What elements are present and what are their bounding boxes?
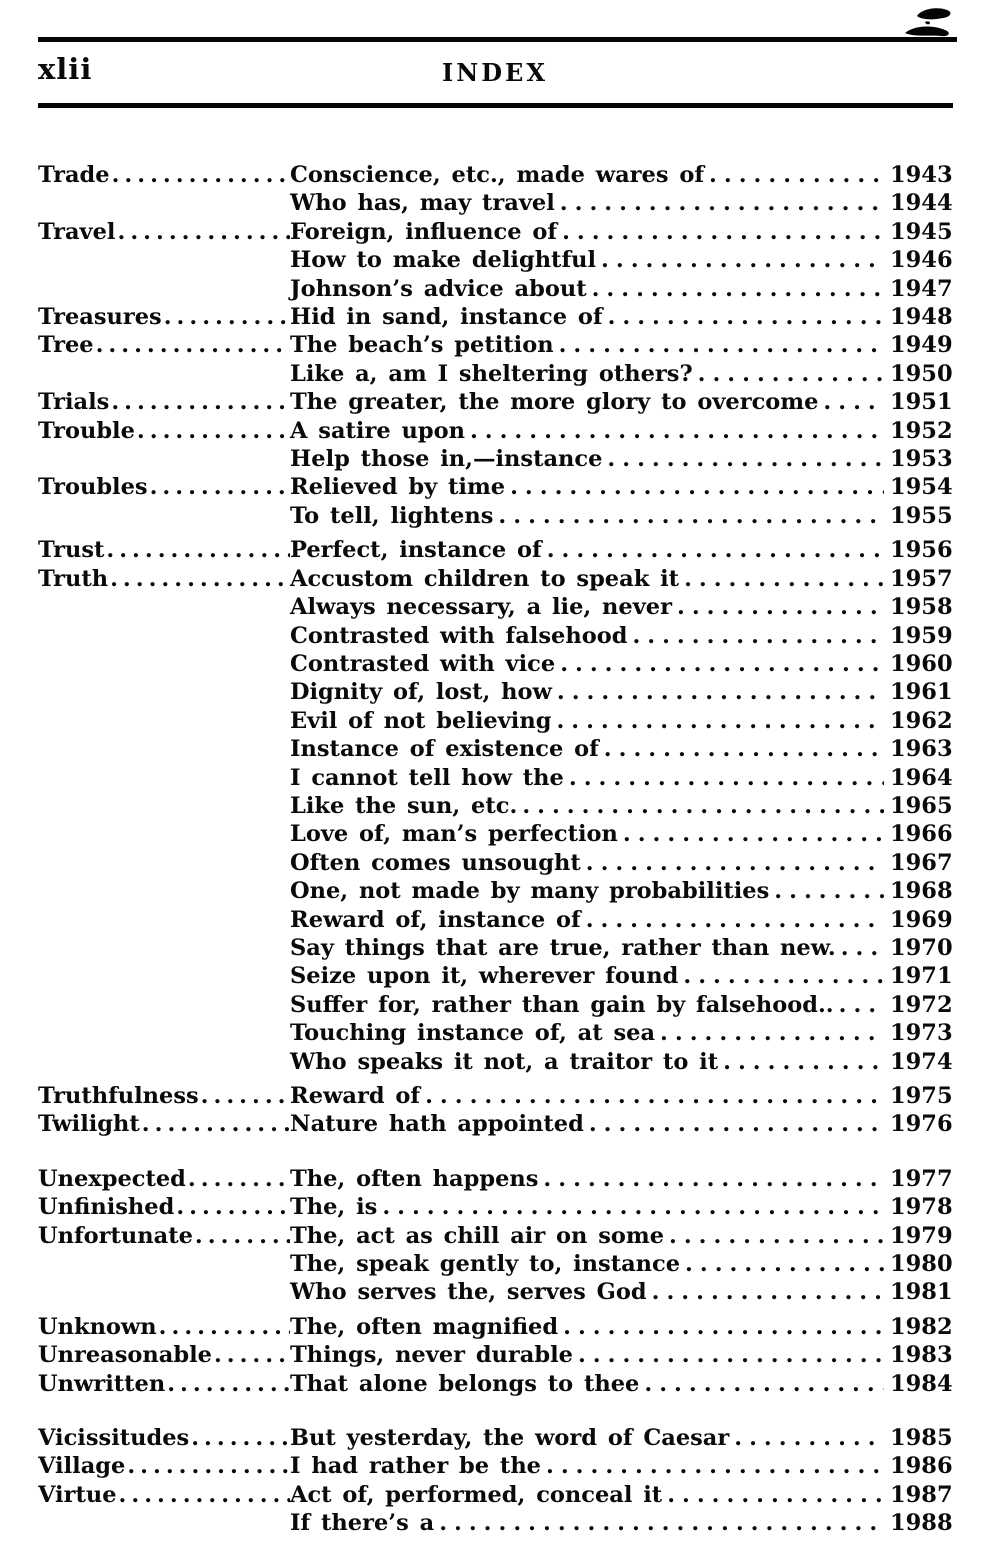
entry-page-number: 1977: [890, 1165, 953, 1192]
dot-leader: [162, 303, 290, 331]
entry-page-number: 1973: [890, 1020, 953, 1047]
entry-term-cell: [38, 502, 290, 530]
entry-description: Contrasted with vice: [290, 650, 556, 677]
entry-term-cell: [38, 331, 290, 359]
entry-term-cell: [38, 991, 290, 1019]
dot-leader: [493, 502, 884, 530]
dot-leader: [104, 536, 290, 564]
entry-description: Accustom children to speak it: [290, 565, 680, 592]
entry-description: Always necessary, a lie, never: [290, 594, 672, 621]
entry-term-cell: [38, 962, 290, 990]
dot-leader: [186, 1165, 290, 1193]
dot-leader: [558, 1313, 884, 1341]
header-rule-bottom: [38, 103, 953, 108]
entry-description: Help those in,—instance: [290, 446, 603, 473]
entry-page-number: 1963: [890, 736, 953, 763]
entry-term-cell: [38, 189, 290, 217]
entry-term-cell: [38, 1019, 290, 1047]
entry-description: Reward of, instance of: [290, 906, 581, 933]
entry-page-number: 1949: [890, 332, 953, 359]
entry-page-number: 1976: [890, 1111, 953, 1138]
entry-term: Village: [38, 1453, 126, 1480]
entry-description: The greater, the more glory to overcome: [290, 389, 819, 416]
entry-description: The beach’s petition: [290, 332, 554, 359]
entry-description: That alone belongs to thee: [290, 1370, 640, 1397]
index-entry-row: [38, 1278, 953, 1306]
entry-term-cell: [38, 536, 290, 564]
dot-leader: [554, 331, 884, 359]
index-entry-row: [38, 849, 953, 877]
index-entry-row: [38, 1313, 953, 1341]
entry-description: Who speaks it not, a traitor to it: [290, 1048, 719, 1075]
entry-description: Say things that are true, rather than new.: [290, 934, 836, 961]
dot-leader: [564, 764, 884, 792]
entry-term: Vicissitudes: [38, 1425, 190, 1452]
entry-term: Virtue: [38, 1481, 117, 1508]
dot-leader: [679, 565, 884, 593]
index-entry-row: [38, 678, 953, 706]
dot-leader: [465, 417, 884, 445]
entry-term-cell: [38, 650, 290, 678]
entry-page-number: 1946: [890, 247, 953, 274]
dot-leader: [165, 1370, 290, 1398]
dot-leader: [818, 388, 884, 416]
dot-leader: [140, 1110, 290, 1138]
entry-description: To tell, lightens: [290, 502, 494, 529]
entry-term-cell: [38, 707, 290, 735]
entry-description: Johnson’s advice about: [290, 275, 587, 302]
entry-term-cell: [38, 1341, 290, 1369]
dot-leader: [541, 1452, 884, 1480]
entry-description: Who serves the, serves God: [290, 1279, 647, 1306]
index-entry-row: [38, 536, 953, 564]
dot-leader: [117, 1481, 290, 1509]
entry-term: Troubles: [38, 474, 148, 501]
entry-term-cell: [38, 565, 290, 593]
dot-leader: [377, 1193, 884, 1221]
entry-description: How to make delightful: [290, 247, 597, 274]
entry-term: Unfortunate: [38, 1222, 193, 1249]
dot-leader: [627, 622, 884, 650]
entry-page-number: 1947: [890, 275, 953, 302]
entry-page-number: 1956: [890, 537, 953, 564]
entry-page-number: 1975: [890, 1083, 953, 1109]
entry-description: Evil of not believing: [290, 707, 552, 734]
index-entry-row: [38, 1048, 953, 1076]
entry-description: Like the sun, etc.: [290, 792, 518, 819]
entry-page-number: 1969: [890, 906, 953, 933]
entry-term-cell: [38, 1424, 290, 1452]
index-entry-row: [38, 707, 953, 735]
dot-leader: [434, 1509, 884, 1537]
entry-description: Reward of: [290, 1083, 421, 1109]
header-rule-top: [38, 37, 957, 42]
entry-term-cell: [38, 218, 290, 246]
entry-term-cell: [38, 934, 290, 962]
entry-description: Contrasted with falsehood: [290, 622, 628, 649]
dot-leader: [135, 417, 290, 445]
dot-leader: [664, 1222, 884, 1250]
dot-leader: [115, 218, 290, 246]
dot-leader: [542, 536, 884, 564]
entry-term-cell: [38, 1278, 290, 1306]
entry-page-number: 1983: [890, 1342, 953, 1369]
entry-description: Dignity of, lost, how: [290, 679, 552, 706]
entry-page-number: 1967: [890, 849, 953, 876]
entry-term-cell: [38, 877, 290, 905]
index-entry-row: [38, 445, 953, 473]
entry-description: Who has, may travel: [290, 190, 555, 217]
dot-leader: [693, 360, 884, 388]
entry-term: Truth: [38, 565, 109, 592]
entry-term-cell: [38, 1082, 290, 1110]
index-entry-row: [38, 991, 953, 1019]
entry-page-number: 1957: [890, 565, 953, 592]
dot-leader: [555, 650, 884, 678]
dot-leader: [94, 331, 290, 359]
entry-term: Unknown: [38, 1313, 157, 1340]
index-entry-row: [38, 593, 953, 621]
index-entry-row: [38, 1193, 953, 1221]
dot-leader: [769, 877, 884, 905]
index-entry-row: [38, 650, 953, 678]
entry-term-cell: [38, 1222, 290, 1250]
entry-term: Unexpected: [38, 1165, 186, 1192]
entry-page-number: 1982: [890, 1313, 953, 1340]
entry-page-number: 1943: [890, 162, 953, 188]
index-entry-row: [38, 934, 953, 962]
entry-page-number: 1987: [890, 1481, 953, 1508]
index-entry-row: [38, 906, 953, 934]
entry-term-cell: [38, 1509, 290, 1537]
entry-description: Nature hath appointed: [290, 1111, 584, 1138]
entry-description: Touching instance of, at sea: [290, 1020, 656, 1047]
index-entry-row: [38, 1165, 953, 1193]
entry-term-cell: [38, 417, 290, 445]
dot-leader: [678, 962, 884, 990]
entry-description: The, is: [290, 1194, 378, 1221]
entry-page-number: 1988: [890, 1510, 953, 1537]
entry-description: Conscience, etc., made wares of: [290, 162, 705, 188]
entry-term: Trade: [38, 162, 110, 188]
dot-leader: [110, 161, 290, 189]
entry-description: Often comes unsought: [290, 849, 581, 876]
entry-page-number: 1960: [890, 650, 953, 677]
index-entry-row: [38, 820, 953, 848]
index-entry-row: [38, 189, 953, 217]
entry-description: Hid in sand, instance of: [290, 304, 603, 331]
entry-description: Instance of existence of: [290, 736, 599, 763]
entry-description: Like a, am I sheltering others?: [290, 360, 693, 387]
entry-page-number: 1954: [890, 474, 953, 501]
entry-page-number: 1970: [890, 934, 953, 961]
dot-leader: [836, 934, 884, 962]
entry-term-cell: [38, 678, 290, 706]
entry-term-cell: [38, 303, 290, 331]
entry-description: I cannot tell how the: [290, 764, 564, 791]
index-entry-row: [38, 565, 953, 593]
index-entry-row: [38, 1509, 953, 1537]
index-entry-row: [38, 246, 953, 274]
dot-leader: [639, 1370, 884, 1398]
page-folio: xlii: [38, 52, 93, 86]
entry-term-cell: [38, 622, 290, 650]
entry-page-number: 1978: [890, 1194, 953, 1221]
index-entry-row: [38, 792, 953, 820]
entry-page-number: 1980: [890, 1251, 953, 1278]
index-entry-row: [38, 388, 953, 416]
entry-description: Love of, man’s perfection: [290, 821, 618, 848]
entry-term-cell: [38, 764, 290, 792]
index-entry-row: [38, 303, 953, 331]
index-entry-row: [38, 1250, 953, 1278]
entry-page-number: 1948: [890, 304, 953, 331]
dot-leader: [538, 1165, 884, 1193]
dot-leader: [618, 820, 884, 848]
page-title: INDEX: [442, 58, 548, 87]
dot-leader: [584, 1110, 884, 1138]
dot-leader: [157, 1313, 290, 1341]
entry-term: Tree: [38, 332, 94, 359]
entry-page-number: 1951: [890, 389, 953, 416]
entry-term: Truthfulness: [38, 1083, 199, 1109]
index-entry-row: [38, 417, 953, 445]
index-entry-row: [38, 735, 953, 763]
entry-term-cell: [38, 1452, 290, 1480]
entry-description: The, often magnified: [290, 1313, 559, 1340]
index-entry-row: [38, 962, 953, 990]
entry-term-cell: [38, 1048, 290, 1076]
index-entry-row: [38, 1341, 953, 1369]
index-entry-row: [38, 331, 953, 359]
entry-description: Seize upon it, wherever found: [290, 963, 679, 990]
entry-description: The, speak gently to, instance: [290, 1251, 681, 1278]
entry-term-cell: [38, 820, 290, 848]
dot-leader: [672, 593, 884, 621]
entry-page-number: 1962: [890, 707, 953, 734]
entry-term: Trust: [38, 537, 105, 564]
entry-description: Relieved by time: [290, 474, 506, 501]
entry-page-number: 1961: [890, 679, 953, 706]
entry-term-cell: [38, 388, 290, 416]
entry-term-cell: [38, 1250, 290, 1278]
entry-term-cell: [38, 161, 290, 189]
dot-leader: [148, 473, 290, 501]
dot-leader: [199, 1082, 290, 1110]
dot-leader: [647, 1278, 884, 1306]
entry-term-cell: [38, 1481, 290, 1509]
dot-leader: [662, 1481, 884, 1509]
index-entry-row: [38, 764, 953, 792]
entry-page-number: 1974: [890, 1048, 953, 1075]
entry-description: Foreign, influence of: [290, 218, 558, 245]
entry-term: Unwritten: [38, 1370, 166, 1397]
dot-leader: [602, 445, 884, 473]
entry-description: Suffer for, rather than gain by falsehood..: [290, 991, 834, 1018]
dot-leader: [557, 218, 884, 246]
dot-leader: [108, 565, 290, 593]
ink-smudge: [903, 6, 955, 40]
dot-leader: [581, 849, 884, 877]
entry-page-number: 1986: [890, 1453, 953, 1480]
index-entry-row: [38, 877, 953, 905]
index-entry-row: [38, 1110, 953, 1138]
index-entry-row: [38, 275, 953, 303]
dot-leader: [704, 161, 884, 189]
entry-term-cell: [38, 445, 290, 473]
entry-description: One, not made by many probabilities: [290, 878, 770, 905]
dot-leader: [552, 678, 884, 706]
entry-page-number: 1979: [890, 1222, 953, 1249]
dot-leader: [581, 906, 884, 934]
dot-leader: [109, 388, 290, 416]
entry-page-number: 1955: [890, 502, 953, 529]
entry-page-number: 1953: [890, 446, 953, 473]
index-entry-row: [38, 218, 953, 246]
dot-leader: [603, 303, 884, 331]
dot-leader: [718, 1048, 884, 1076]
entry-page-number: 1964: [890, 764, 953, 791]
entry-page-number: 1950: [890, 360, 953, 387]
entry-term: Unreasonable: [38, 1342, 212, 1369]
entry-page-number: 1985: [890, 1425, 953, 1452]
index-entry-row: [38, 161, 953, 189]
index-entry-row: [38, 1019, 953, 1047]
entry-description: If there’s a: [290, 1510, 435, 1537]
dot-leader: [212, 1341, 290, 1369]
entry-page-number: 1952: [890, 417, 953, 444]
entry-term-cell: [38, 735, 290, 763]
entry-description: I had rather be the: [290, 1453, 541, 1480]
entry-term-cell: [38, 1165, 290, 1193]
entry-description: The, act as chill air on some: [290, 1222, 665, 1249]
entry-term-cell: [38, 275, 290, 303]
entry-page-number: 1968: [890, 878, 953, 905]
entry-term-cell: [38, 792, 290, 820]
entry-term-cell: [38, 1313, 290, 1341]
entry-page-number: 1965: [890, 792, 953, 819]
entry-term-cell: [38, 849, 290, 877]
index-entry-row: [38, 473, 953, 501]
entry-page-number: 1981: [890, 1279, 953, 1306]
entry-term-cell: [38, 1193, 290, 1221]
dot-leader: [587, 275, 884, 303]
dot-leader: [573, 1341, 884, 1369]
dot-leader: [125, 1452, 290, 1480]
index-list: [38, 161, 953, 1538]
entry-term-cell: [38, 593, 290, 621]
dot-leader: [680, 1250, 884, 1278]
entry-page-number: 1958: [890, 594, 953, 621]
entry-description: The, often happens: [290, 1165, 539, 1192]
index-entry-row: [38, 1452, 953, 1480]
entry-term-cell: [38, 906, 290, 934]
entry-page-number: 1972: [890, 991, 953, 1018]
entry-description: Things, never durable: [290, 1342, 573, 1369]
index-entry-row: [38, 1424, 953, 1452]
dot-leader: [596, 246, 884, 274]
dot-leader: [555, 189, 884, 217]
dot-leader: [599, 735, 884, 763]
dot-leader: [551, 707, 884, 735]
entry-description: Act of, performed, conceal it: [290, 1481, 663, 1508]
entry-term-cell: [38, 1110, 290, 1138]
entry-term: Treasures: [38, 304, 162, 331]
entry-page-number: 1944: [890, 190, 953, 217]
entry-description: Perfect, instance of: [290, 537, 542, 564]
dot-leader: [193, 1222, 290, 1250]
index-entry-row: [38, 502, 953, 530]
entry-term: Travel: [38, 218, 116, 245]
dot-leader: [729, 1424, 884, 1452]
entry-page-number: 1945: [890, 218, 953, 245]
index-entry-row: [38, 360, 953, 388]
dot-leader: [505, 473, 884, 501]
entry-term: Trouble: [38, 417, 135, 444]
entry-page-number: 1966: [890, 821, 953, 848]
entry-term-cell: [38, 1370, 290, 1398]
index-entry-row: [38, 1222, 953, 1250]
entry-term: Unfinished: [38, 1194, 175, 1221]
entry-term-cell: [38, 473, 290, 501]
index-entry-row: [38, 1481, 953, 1509]
entry-term: Trials: [38, 389, 110, 416]
entry-page-number: 1959: [890, 622, 953, 649]
entry-description: A satire upon: [290, 417, 465, 444]
entry-term: Twilight: [38, 1111, 140, 1138]
entry-page-number: 1971: [890, 963, 953, 990]
entry-page-number: 1984: [890, 1370, 953, 1397]
dot-leader: [834, 991, 884, 1019]
dot-leader: [189, 1424, 290, 1452]
index-entry-row: [38, 622, 953, 650]
entry-term-cell: [38, 360, 290, 388]
index-entry-row: [38, 1370, 953, 1398]
dot-leader: [517, 792, 884, 820]
dot-leader: [174, 1193, 290, 1221]
dot-leader: [420, 1082, 884, 1110]
entry-term-cell: [38, 246, 290, 274]
entry-description: But yesterday, the word of Caesar: [290, 1425, 730, 1452]
dot-leader: [655, 1019, 884, 1047]
index-entry-row: [38, 1082, 953, 1110]
